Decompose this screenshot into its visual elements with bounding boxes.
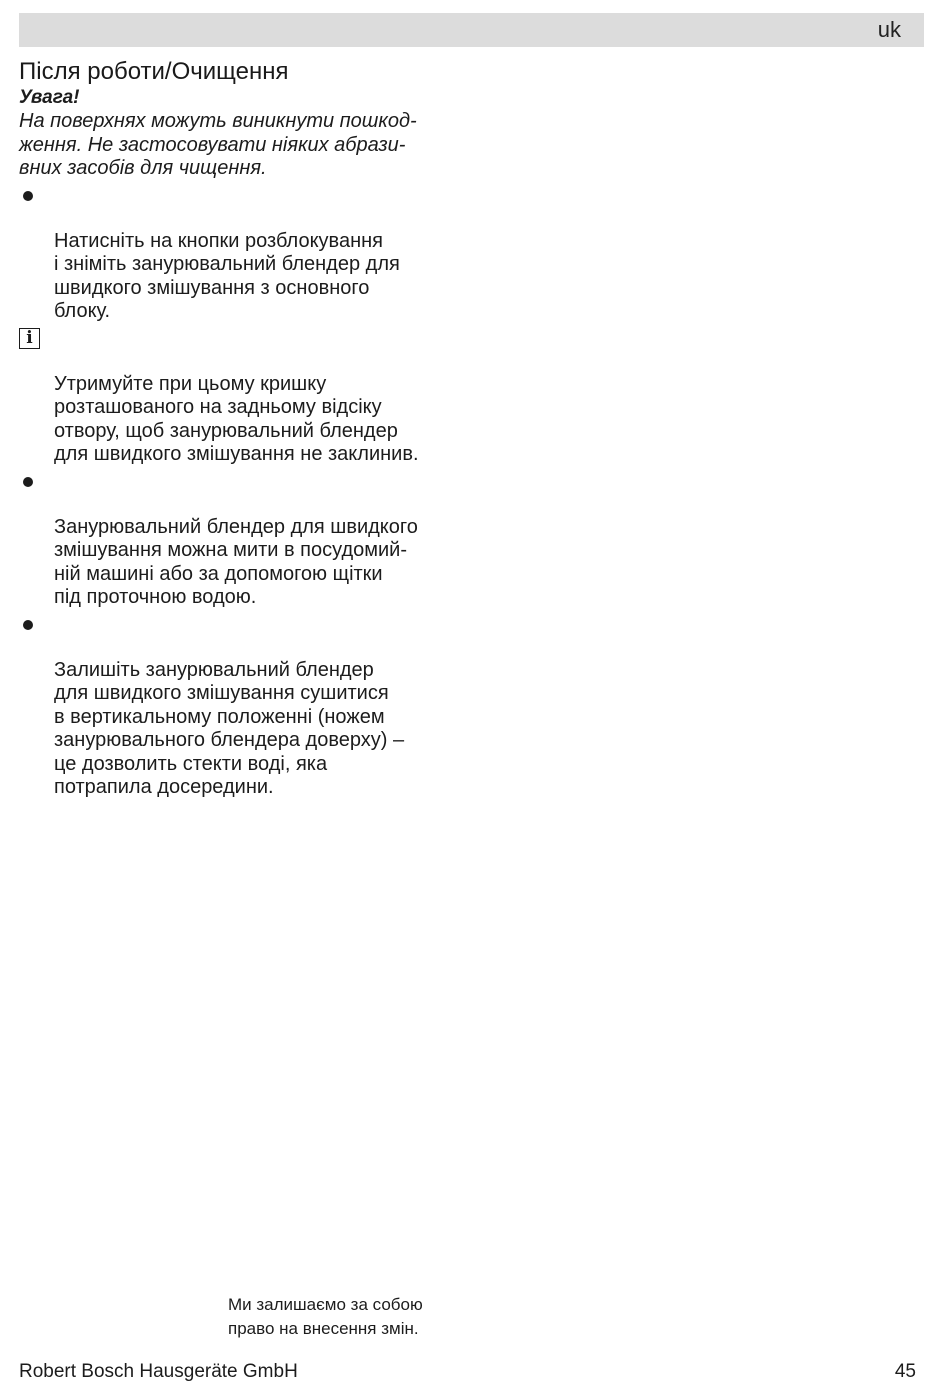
info-icon: i — [19, 328, 40, 349]
reserve-rights-note: Ми залишаємо за собою право на внесення змін. — [228, 1295, 423, 1338]
instruction-text: Занурювальний блендер для швидкого змішування можна мити в посудомий- ній машині або за допомогою щітки під проточною водою. — [54, 515, 418, 608]
warning-text: На поверхнях можуть виникнути пошкод- ження. Не застосовувати ніяких абрази- вних засобів для чищення. — [19, 110, 417, 179]
instruction-item-1 — [19, 183, 459, 324]
warning-label: Увага! — [19, 87, 80, 108]
header-bar — [19, 13, 924, 47]
info-note — [19, 326, 459, 467]
bullet-icon — [23, 477, 33, 487]
bullet-icon — [23, 191, 33, 201]
instruction-text: Залишіть занурювальний блендер для швидкого змішування сушитися в вертикальному положенні (ножем занурювального блендера доверху) – це дозволить стекти воді, яка потрапила досередини. — [54, 658, 405, 798]
info-note-text: Утримуйте при цьому кришку розташованого на задньому відсіку отвору, щоб занурювальний блендер для швидкого змішування не заклинив. — [54, 372, 419, 465]
bullet-icon — [23, 620, 33, 630]
page-number: 45 — [894, 1361, 916, 1382]
cleaning-section — [19, 58, 459, 800]
footer-company: Robert Bosch Hausgeräte GmbH — [19, 1361, 298, 1382]
language-code: uk — [877, 17, 901, 42]
section-title: Після роботи/Очищення — [19, 58, 289, 85]
instruction-text: Натисніть на кнопки розблокування і зніміть занурювальний блендер для швидкого змішування з основного блоку. — [54, 229, 400, 322]
instruction-item-2 — [19, 469, 459, 610]
instruction-item-3 — [19, 612, 459, 800]
